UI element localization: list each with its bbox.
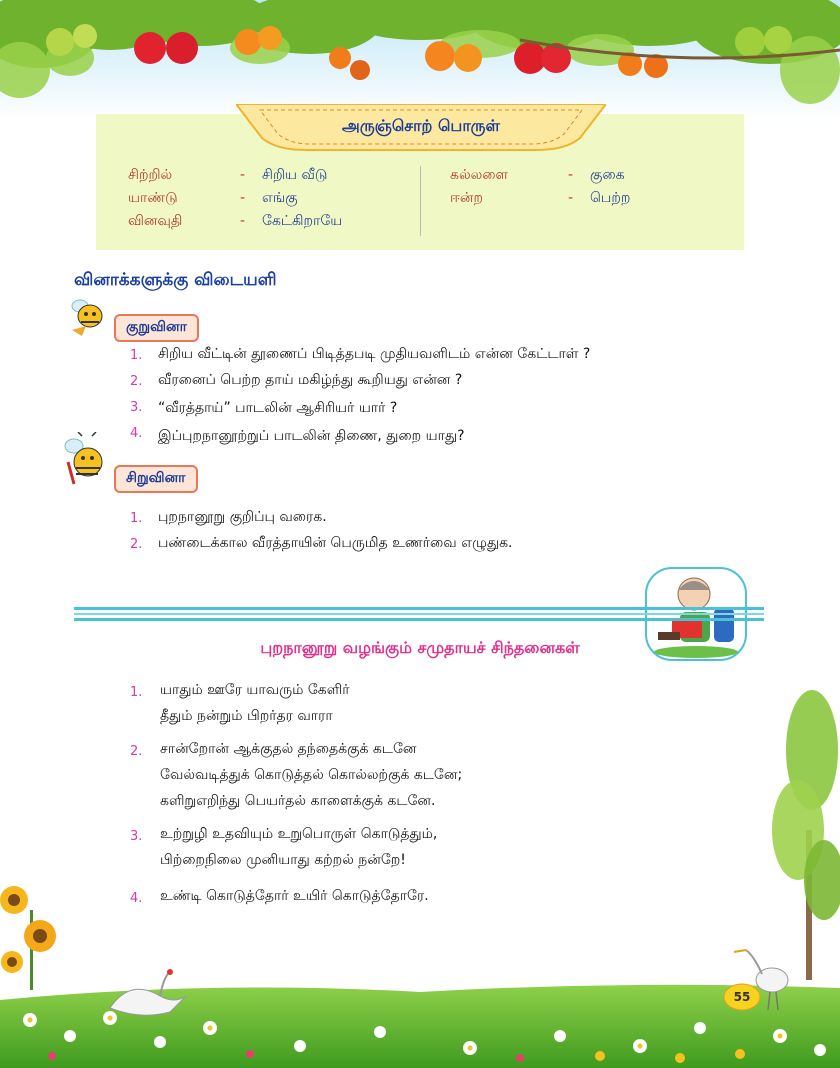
verse-line: உண்டி கொடுத்தோர் உயிர் கொடுத்தோரே. (160, 888, 429, 904)
question-text: இப்புறநானூற்றுப் பாடலின் திணை, துறை யாது? (158, 428, 465, 444)
verse-number: 3. (130, 829, 143, 844)
verse-line: உற்றுழி உதவியும் உறுபொருள் கொடுத்தும், (160, 826, 438, 842)
verse-line: களிறுஎறிந்து பெயர்தல் காளைக்குக் கடனே. (160, 793, 436, 809)
question-text: சிறிய வீட்டின் தூணைப் பிடித்தபடி முதியவளிடம் என்ன கேட்டாள் ? (158, 346, 591, 362)
verse-line: தீதும் நன்றும் பிறர்தர வாரா (160, 708, 333, 724)
glossary-meaning: எங்கு (262, 190, 298, 206)
answer-questions-heading: வினாக்களுக்கு விடையளி (74, 270, 277, 290)
question-number: 1. (130, 348, 143, 363)
glossary-dash: - (240, 213, 246, 229)
verse-line: சான்றோன் ஆக்குதல் தந்தைக்குக் கடனே (160, 741, 417, 757)
glossary-word: யாண்டு (128, 190, 178, 206)
bee-mascot-icon (62, 432, 110, 492)
glossary-dash: - (240, 167, 246, 183)
question-text: பண்டைக்கால வீரத்தாயின் பெருமித உணர்வை எழுதுக. (158, 535, 513, 551)
verse-line: யாதும் ஊரே யாவரும் கேளிர் (160, 682, 350, 698)
social-thoughts-heading: புறநானூறு வழங்கும் சமுதாயச் சிந்தனைகள் (260, 638, 580, 657)
sunflower-illustration (0, 870, 80, 990)
verse-number: 1. (130, 685, 143, 700)
glossary-meaning: குகை (590, 167, 625, 183)
verse-number: 4. (130, 891, 143, 906)
question-text: வீரனைப் பெற்ற தாய் மகிழ்ந்து கூறியது என்ன ? (158, 372, 463, 388)
question-text: புறநானூறு குறிப்பு வரைக. (158, 509, 327, 525)
glossary-dash: - (568, 190, 574, 206)
glossary-word: வினவுதி (128, 213, 183, 229)
short-question-label: குறுவினா (114, 314, 199, 342)
glossary-divider (420, 166, 421, 236)
glossary-meaning: கேட்கிறாயே (262, 213, 343, 229)
page-number: 55 (733, 990, 751, 1004)
question-number: 3. (130, 400, 143, 415)
verse-line: பிற்றைநிலை முனியாது கற்றல் நன்றே! (160, 852, 406, 868)
fruit-foliage-banner (0, 0, 840, 120)
glossary-dash: - (568, 167, 574, 183)
glossary-title: அருஞ்சொற் பொருள் (342, 116, 500, 135)
crane-bird-illustration (100, 968, 190, 1028)
verse-line: வேல்வடித்துக் கொடுத்தல் கொல்லற்குக் கடனே; (160, 767, 463, 783)
brief-question-label: சிறுவினா (114, 465, 198, 493)
question-number: 2. (130, 537, 143, 552)
question-text: “வீரத்தாய்” பாடலின் ஆசிரியர் யார் ? (158, 400, 398, 416)
glossary-word: சிற்றில் (128, 167, 173, 183)
meadow-flowers-banner (0, 860, 840, 1068)
glossary-word: ஈன்ற (450, 190, 483, 206)
bee-mascot-icon (66, 296, 110, 340)
glossary-meaning: சிறிய வீடு (262, 167, 328, 183)
glossary-word: கல்லளை (450, 167, 509, 183)
verse-number: 2. (130, 744, 143, 759)
question-number: 4. (130, 426, 143, 441)
question-number: 1. (130, 511, 143, 526)
section-divider (74, 605, 764, 623)
question-number: 2. (130, 374, 143, 389)
glossary-meaning: பெற்ற (590, 190, 631, 206)
glossary-dash: - (240, 190, 246, 206)
